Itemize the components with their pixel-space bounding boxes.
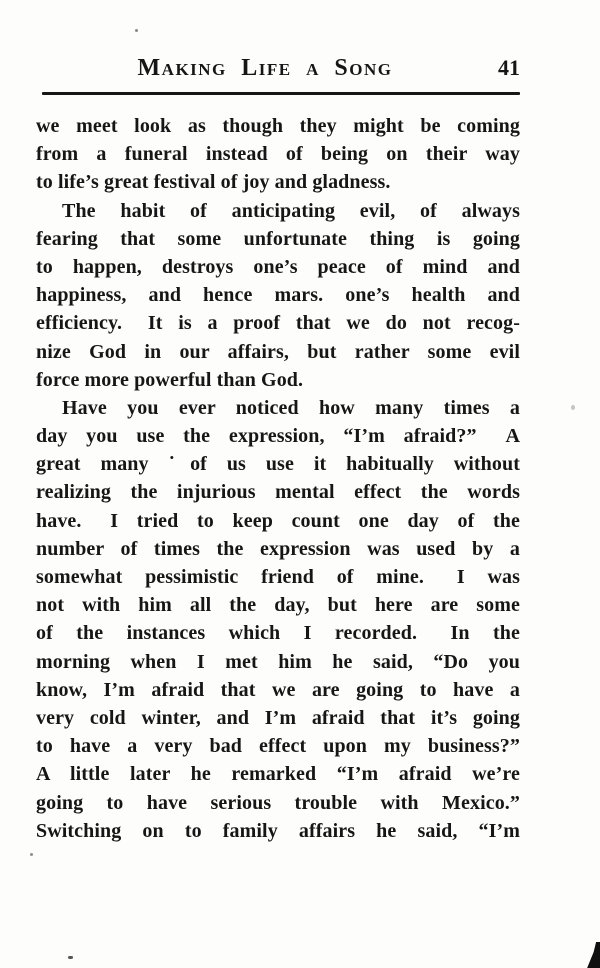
text-line: very cold winter, and I’m afraid that it’s going xyxy=(36,706,520,729)
text-line: realizing the injurious mental effect the words xyxy=(36,481,520,504)
text-line: fearing that some unfortunate thing is going xyxy=(36,227,520,250)
text-line: Have you ever noticed how many times a xyxy=(62,396,520,419)
text-line: not with him all the day, but here are some xyxy=(36,594,520,617)
text-line: nize God in our affairs, but rather some evil xyxy=(36,340,520,363)
text-line: to life’s great festival of joy and gladness. xyxy=(36,171,391,194)
text-line: Switching on to family affairs he said, “I’m xyxy=(36,819,520,842)
text-line: day you use the expression, “I’m afraid?” A xyxy=(36,425,520,448)
text-line: of the instances which I recorded. In the xyxy=(36,622,520,645)
text-line: somewhat pessimistic friend of mine. I was xyxy=(36,566,520,588)
text-line: from a funeral instead of being on their way xyxy=(36,143,520,166)
text-line: force more powerful than God. xyxy=(36,368,304,391)
text-line: happiness, and hence mars. one’s health and xyxy=(36,284,520,307)
text-line: number of times the expression was used by a xyxy=(36,537,520,560)
text-line: to have a very bad effect upon my business?” xyxy=(36,735,520,758)
text-line: going to have serious trouble with Mexico.” xyxy=(36,791,520,814)
ink-speck xyxy=(571,405,575,410)
page-edge-ink-mark xyxy=(586,942,600,968)
text-line: know, I’m afraid that we are going to have a xyxy=(36,678,520,701)
text-line: we meet look as though they might be coming xyxy=(36,115,520,137)
text-line: great many ˙of us use it habitually without xyxy=(36,453,520,476)
running-header xyxy=(40,56,520,84)
running-title: Making Life a Song xyxy=(137,55,393,81)
header-rule xyxy=(42,92,520,95)
ink-speck xyxy=(30,853,33,856)
text-line: morning when I met him he said, “Do you xyxy=(36,650,520,673)
text-line: efficiency. It is a proof that we do not recog- xyxy=(36,312,520,335)
page-number: 41 xyxy=(498,55,520,80)
body-text xyxy=(36,112,520,845)
text-line: to happen, destroys one’s peace of mind and xyxy=(36,255,520,278)
text-line: The habit of anticipating evil, of always xyxy=(62,199,520,222)
text-line: A little later he remarked “I’m afraid we’re xyxy=(36,763,520,786)
ink-speck xyxy=(135,29,138,32)
text-line: have. I tried to keep count one day of the xyxy=(36,509,520,532)
ink-speck xyxy=(68,956,73,959)
